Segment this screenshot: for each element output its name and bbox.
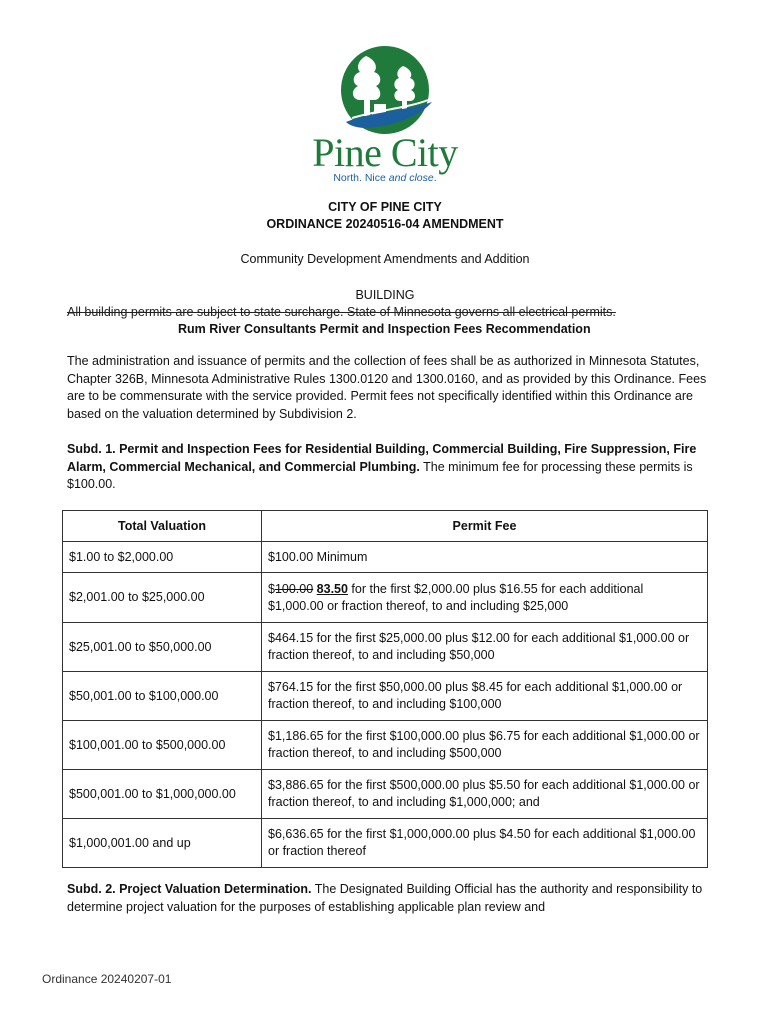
- logo-wordmark: Pine City: [312, 130, 458, 175]
- ordinance-heading: ORDINANCE 20240516-04 AMENDMENT: [266, 217, 504, 231]
- fee-cell: $100.00 Minimum: [262, 542, 708, 573]
- tagline-start: North. Nice: [333, 172, 389, 184]
- table-row: [63, 573, 708, 623]
- valuation-cell: $500,001.00 to $1,000,000.00: [63, 770, 262, 819]
- logo-tagline: [300, 172, 470, 184]
- valuation-cell: $2,001.00 to $25,000.00: [63, 573, 262, 623]
- subd2-text: The Designated Building Official has the authority and responsibility to determine project valuation for the purposes of establishing applicable plan review and: [67, 882, 703, 914]
- subd1-paragraph: [67, 441, 717, 494]
- pine-city-logo: [300, 46, 470, 188]
- fee-cell: $3,886.65 for the first $500,000.00 plus $5.50 for each additional $1,000.00 or fraction thereof, to and including $1,000,000; and: [262, 770, 708, 819]
- header-total-valuation: Total Valuation: [63, 511, 262, 542]
- fee-cell: $1,186.65 for the first $100,000.00 plus $6.75 for each additional $1,000.00 or fraction thereof, to and including $500,000: [262, 721, 708, 770]
- pine-tree-emblem-icon: [300, 46, 470, 134]
- struck-surcharge-text: All building permits are subject to state surcharge. State of Minnesota governs all electrical permits.: [67, 305, 616, 319]
- valuation-cell: $1,000,001.00 and up: [63, 819, 262, 868]
- table-row: [63, 542, 708, 573]
- inserted-fee-amount: 83.50: [316, 581, 348, 596]
- valuation-cell: $100,001.00 to $500,000.00: [63, 721, 262, 770]
- permit-fee-table: [62, 510, 708, 868]
- recommendation-title: Rum River Consultants Permit and Inspection Fees Recommendation: [178, 322, 591, 336]
- subd1-heading: Subd. 1. Permit and Inspection Fees for Residential Building, Commercial Building, Fire Suppression, Fire Alarm, Commercial Mechanical, and Commercial Plumbing.: [67, 442, 697, 474]
- fee-cell: $764.15 for the first $50,000.00 plus $8.45 for each additional $1,000.00 or fraction thereof, to and including $100,000: [262, 672, 708, 721]
- intro-paragraph: The administration and issuance of permits and the collection of fees shall be as authorized in Minnesota Statutes, Chapter 326B, Minnesota Administrative Rules 1300.0120 and 1300.0160, and as provided by this Ordinance. Fees are to be commensurate with the service provided. Permit fees not specifically identified within this Ordinance are based on the valuation determined by Subdivision 2.: [67, 354, 707, 421]
- fee-text: for the first $2,000.00 plus $16.55 for each additional $1,000.00 or fraction thereof, to and including $25,000: [268, 581, 644, 613]
- deleted-fee-amount: 100.00: [274, 581, 314, 596]
- table-row: [63, 721, 708, 770]
- table-row: [63, 672, 708, 721]
- table-row: [63, 819, 708, 868]
- subd1-text: The minimum fee for processing these permits is $100.00.: [67, 459, 693, 491]
- table-header-row: [63, 511, 708, 542]
- table-row: [63, 623, 708, 672]
- section-heading: BUILDING: [355, 288, 415, 302]
- page-footer: Ordinance 20240207-01: [42, 972, 172, 986]
- fee-cell: $464.15 for the first $25,000.00 plus $12.00 for each additional $1,000.00 or fraction thereof, to and including $50,000: [262, 623, 708, 672]
- city-heading: CITY OF PINE CITY: [328, 200, 442, 214]
- valuation-cell: $50,001.00 to $100,000.00: [63, 672, 262, 721]
- tagline-end: .: [433, 172, 437, 184]
- fee-cell: $6,636.65 for the first $1,000,000.00 plus $4.50 for each additional $1,000.00 or fraction thereof: [262, 819, 708, 868]
- subd2-heading: Subd. 2. Project Valuation Determination.: [67, 882, 312, 896]
- table-row: [63, 770, 708, 819]
- subd2-paragraph: [67, 881, 717, 916]
- valuation-cell: $1.00 to $2,000.00: [63, 542, 262, 573]
- header-permit-fee: Permit Fee: [262, 511, 708, 542]
- document-subtitle: Community Development Amendments and Addition: [240, 252, 530, 266]
- tagline-italic: and close: [388, 172, 434, 184]
- valuation-cell: $25,001.00 to $50,000.00: [63, 623, 262, 672]
- fee-prefix: $: [268, 581, 275, 596]
- fee-cell: [262, 573, 708, 623]
